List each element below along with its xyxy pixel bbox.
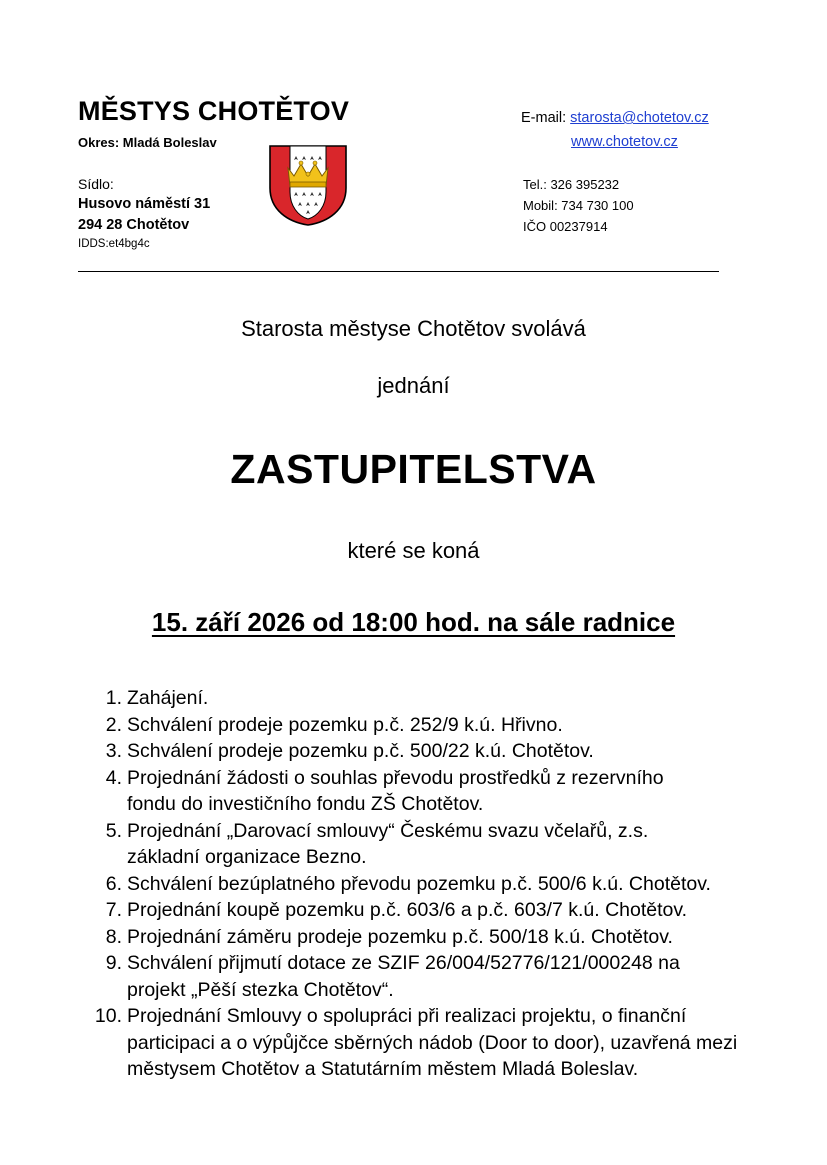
street-address: Husovo náměstí 31 [78, 196, 211, 212]
agenda-text: Projednání „Darovací smlouvy“ Českému svazu včelařů, z.s. základní organizace Bezno. [127, 819, 649, 868]
meeting-date: 15. září 2026 od 18:00 hod. na sále radnice [151, 607, 676, 637]
agenda-text: Schválení bezúplatného převodu pozemku p.č. 500/6 k.ú. Chotětov. [127, 872, 711, 895]
agenda-number: 1. [105, 687, 122, 709]
agenda-text: Zahájení. [127, 687, 209, 709]
email-row [521, 110, 709, 126]
mobile: Mobil: 734 730 100 [523, 198, 634, 213]
agenda-item [78, 685, 798, 712]
agenda-item [78, 871, 798, 898]
agenda-text: Schválení prodeje pozemku p.č. 500/22 k.ú. Chotětov. [127, 740, 594, 762]
agenda-list [78, 685, 798, 1083]
agenda-item [78, 897, 798, 924]
agenda-number: 6. [105, 872, 122, 895]
ico: IČO 00237914 [523, 219, 608, 234]
agenda-number: 2. [105, 713, 122, 736]
agenda-item [78, 924, 798, 951]
email-link[interactable]: starosta@chotetov.cz [570, 110, 709, 126]
city-address: 294 28 Chotětov [78, 217, 190, 233]
district: Okres: Mladá Boleslav [78, 135, 217, 150]
agenda-text: Projednání záměru prodeje pozemku p.č. 500/18 k.ú. Chotětov. [127, 925, 673, 948]
email-label: E-mail: [521, 110, 567, 126]
town-name: MĚSTYS CHOTĚTOV [78, 96, 350, 126]
agenda-item [78, 818, 798, 871]
agenda-number: 7. [105, 899, 122, 921]
agenda-item [78, 1003, 798, 1083]
coat-of-arms-icon [268, 144, 348, 231]
website-link[interactable]: www.chotetov.cz [571, 134, 678, 150]
header-divider [78, 271, 719, 272]
agenda-number: 8. [105, 925, 122, 948]
idds: IDDS:et4bg4c [78, 238, 150, 250]
agenda-number: 3. [105, 740, 122, 762]
agenda-number: 4. [105, 766, 122, 789]
notice-title: ZASTUPITELSTVA [230, 446, 597, 492]
agenda-item [78, 765, 798, 818]
agenda-number: 5. [105, 819, 122, 842]
agenda-text: Projednání koupě pozemku p.č. 603/6 a p.č. 603/7 k.ú. Chotětov. [127, 899, 688, 921]
held-line: které se koná [347, 538, 480, 563]
agenda-text: Projednání Smlouvy o spolupráci při realizaci projektu, o finanční participaci a o výpůjčce sběrných nádob (Door to door), uzavřená mezi městysem Chotětov a Statutárním městem Mladá Boleslav. [127, 1005, 738, 1080]
agenda-number: 9. [105, 952, 122, 974]
agenda-item [78, 950, 798, 1003]
meeting-line: jednání [377, 373, 450, 398]
seat-label: Sídlo: [78, 176, 114, 192]
agenda-text: Schválení přijmutí dotace ze SZIF 26/004/52776/121/000248 na projekt „Pěší stezka Chotětov“. [127, 952, 680, 1001]
agenda-text: Projednání žádosti o souhlas převodu prostředků z rezervního fondu do investičního fondu ZŠ Chotětov. [127, 766, 664, 815]
agenda-item [78, 738, 798, 765]
agenda-text: Schválení prodeje pozemku p.č. 252/9 k.ú. Hřivno. [127, 713, 563, 736]
convocation-line: Starosta městyse Chotětov svolává [241, 316, 586, 341]
agenda-number: 10. [94, 1005, 122, 1027]
phone: Tel.: 326 395232 [523, 177, 620, 192]
agenda-item [78, 712, 798, 739]
